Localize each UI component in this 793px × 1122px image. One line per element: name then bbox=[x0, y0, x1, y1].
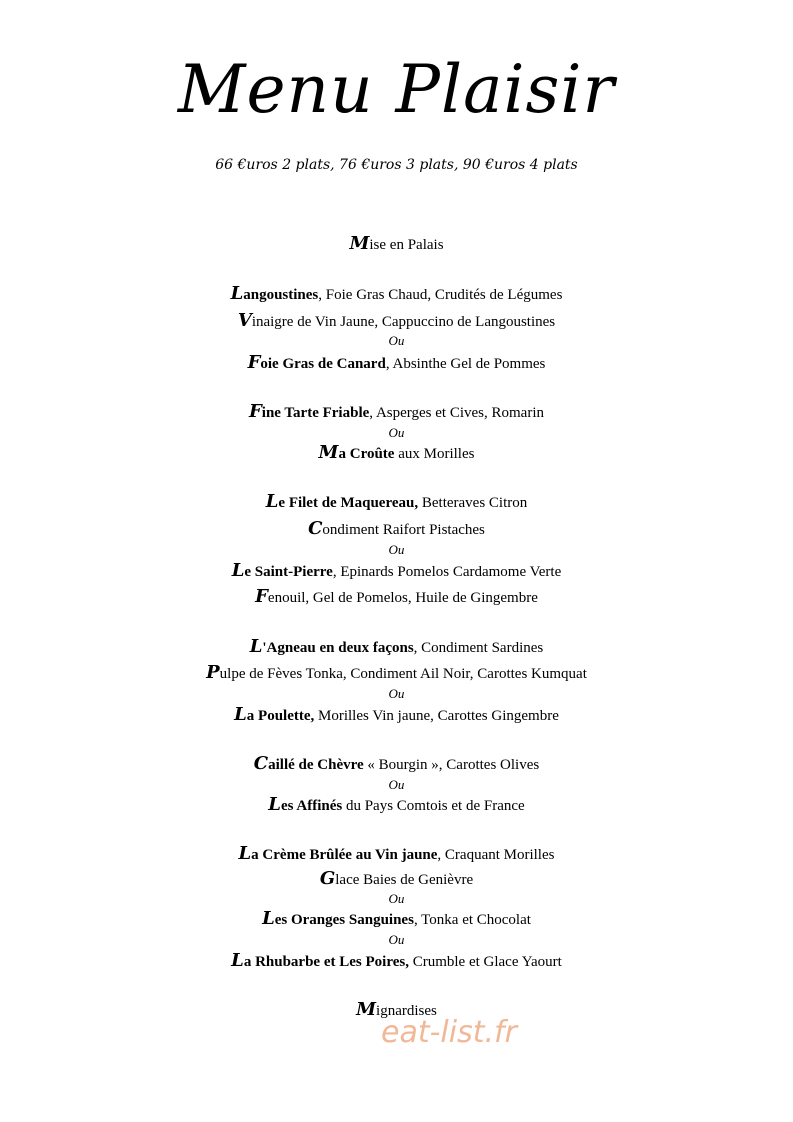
drop-cap: F bbox=[249, 401, 262, 422]
menu-line-rhubarbe bbox=[0, 951, 793, 972]
menu-line-agneau bbox=[0, 637, 793, 658]
menu-line-langoustines bbox=[0, 284, 793, 305]
drop-cap: M bbox=[356, 999, 377, 1020]
dish-name: 'Agneau en deux façons bbox=[262, 640, 414, 656]
line-text: , Epinards Pomelos Cardamome Verte bbox=[332, 564, 562, 580]
watermark: eat-list.fr bbox=[381, 1015, 517, 1050]
dish-name: es Oranges Sanguines bbox=[274, 912, 414, 928]
line-text: aux Morilles bbox=[394, 446, 475, 462]
or-separator: Ou bbox=[388, 333, 405, 348]
menu-line-pulpe bbox=[0, 663, 793, 684]
drop-cap: L bbox=[230, 283, 244, 304]
dish-name: angoustines bbox=[243, 287, 319, 303]
dish-name: es Affinés bbox=[280, 798, 343, 814]
line-text: ondiment Raifort Pistaches bbox=[322, 522, 485, 538]
dish-name: a Rhubarbe et Les Poires, bbox=[243, 954, 409, 970]
or-separator: Ou bbox=[388, 891, 405, 906]
menu-line-glace-baies bbox=[0, 869, 793, 890]
menu-line-mise-en-palais bbox=[0, 234, 793, 255]
line-text: Morilles Vin jaune, Carottes Gingembre bbox=[314, 708, 559, 724]
drop-cap: L bbox=[262, 908, 275, 929]
line-text: ise en Palais bbox=[369, 237, 444, 253]
dish-name: ine Tarte Friable bbox=[261, 405, 370, 421]
drop-cap: M bbox=[349, 233, 370, 254]
menu-line-filet-maquereau bbox=[0, 492, 793, 513]
drop-cap: F bbox=[255, 586, 268, 607]
menu-line-saint-pierre bbox=[0, 561, 793, 582]
drop-cap: M bbox=[318, 442, 339, 463]
drop-cap: L bbox=[231, 950, 244, 971]
or-separator: Ou bbox=[388, 932, 405, 947]
menu-line-creme-brulee bbox=[0, 844, 793, 865]
drop-cap: L bbox=[265, 491, 279, 512]
drop-cap: C bbox=[308, 518, 323, 539]
dish-name: aillé de Chèvre bbox=[268, 757, 364, 773]
or-separator: Ou bbox=[388, 686, 405, 701]
menu-line-foie-gras bbox=[0, 353, 793, 374]
menu-line-condiment-raifort bbox=[0, 519, 793, 540]
line-text: Crumble et Glace Yaourt bbox=[408, 954, 562, 970]
drop-cap: L bbox=[238, 843, 252, 864]
line-text: , Absinthe Gel de Pommes bbox=[385, 356, 546, 372]
dish-name: a Croûte bbox=[338, 446, 395, 462]
line-text: , Asperges et Cives, Romarin bbox=[369, 405, 544, 421]
menu-prices: 66 €uros 2 plats, 76 €uros 3 plats, 90 €uros 4 plats bbox=[215, 157, 578, 173]
line-text: ulpe de Fèves Tonka, Condiment Ail Noir, Carottes Kumquat bbox=[219, 666, 587, 682]
menu-line-vinaigre bbox=[0, 311, 793, 332]
menu-title: Menu Plaisir bbox=[177, 51, 616, 128]
line-text: , Condiment Sardines bbox=[413, 640, 544, 656]
line-text: enouil, Gel de Pomelos, Huile de Gingembre bbox=[267, 590, 538, 606]
line-text: , Tonka et Chocolat bbox=[413, 912, 531, 928]
or-separator: Ou bbox=[388, 777, 405, 792]
drop-cap: L bbox=[268, 794, 281, 815]
drop-cap: P bbox=[206, 662, 220, 683]
menu-line-fine-tarte bbox=[0, 402, 793, 423]
dish-name: a Crème Brûlée au Vin jaune bbox=[251, 847, 438, 863]
menu-line-affines bbox=[0, 795, 793, 816]
line-text: inaigre de Vin Jaune, Cappuccino de Langoustines bbox=[251, 314, 556, 330]
drop-cap: V bbox=[237, 310, 252, 331]
dish-name: e Filet de Maquereau, bbox=[278, 495, 419, 511]
dish-name: a Poulette, bbox=[246, 708, 315, 724]
menu-line-caille bbox=[0, 754, 793, 775]
drop-cap: L bbox=[234, 704, 247, 725]
line-text: , Foie Gras Chaud, Crudités de Légumes bbox=[318, 287, 563, 303]
menu-line-oranges bbox=[0, 909, 793, 930]
drop-cap: C bbox=[253, 753, 269, 774]
menu-line-fenouil bbox=[0, 587, 793, 608]
line-text: lace Baies de Genièvre bbox=[335, 872, 474, 888]
menu-line-poulette bbox=[0, 705, 793, 726]
or-separator: Ou bbox=[388, 425, 405, 440]
line-text: du Pays Comtois et de France bbox=[342, 798, 525, 814]
drop-cap: L bbox=[249, 636, 263, 657]
line-text: Betteraves Citron bbox=[418, 495, 528, 511]
line-text: , Craquant Morilles bbox=[437, 847, 555, 863]
drop-cap: G bbox=[319, 868, 336, 889]
drop-cap: F bbox=[247, 352, 261, 373]
dish-name: e Saint-Pierre bbox=[244, 564, 333, 580]
line-text: « Bourgin », Carottes Olives bbox=[363, 757, 540, 773]
dish-name: oie Gras de Canard bbox=[260, 356, 386, 372]
drop-cap: L bbox=[231, 560, 245, 581]
line-text: ignardises bbox=[376, 1003, 437, 1019]
menu-line-ma-croute bbox=[0, 443, 793, 464]
or-separator: Ou bbox=[388, 542, 405, 557]
